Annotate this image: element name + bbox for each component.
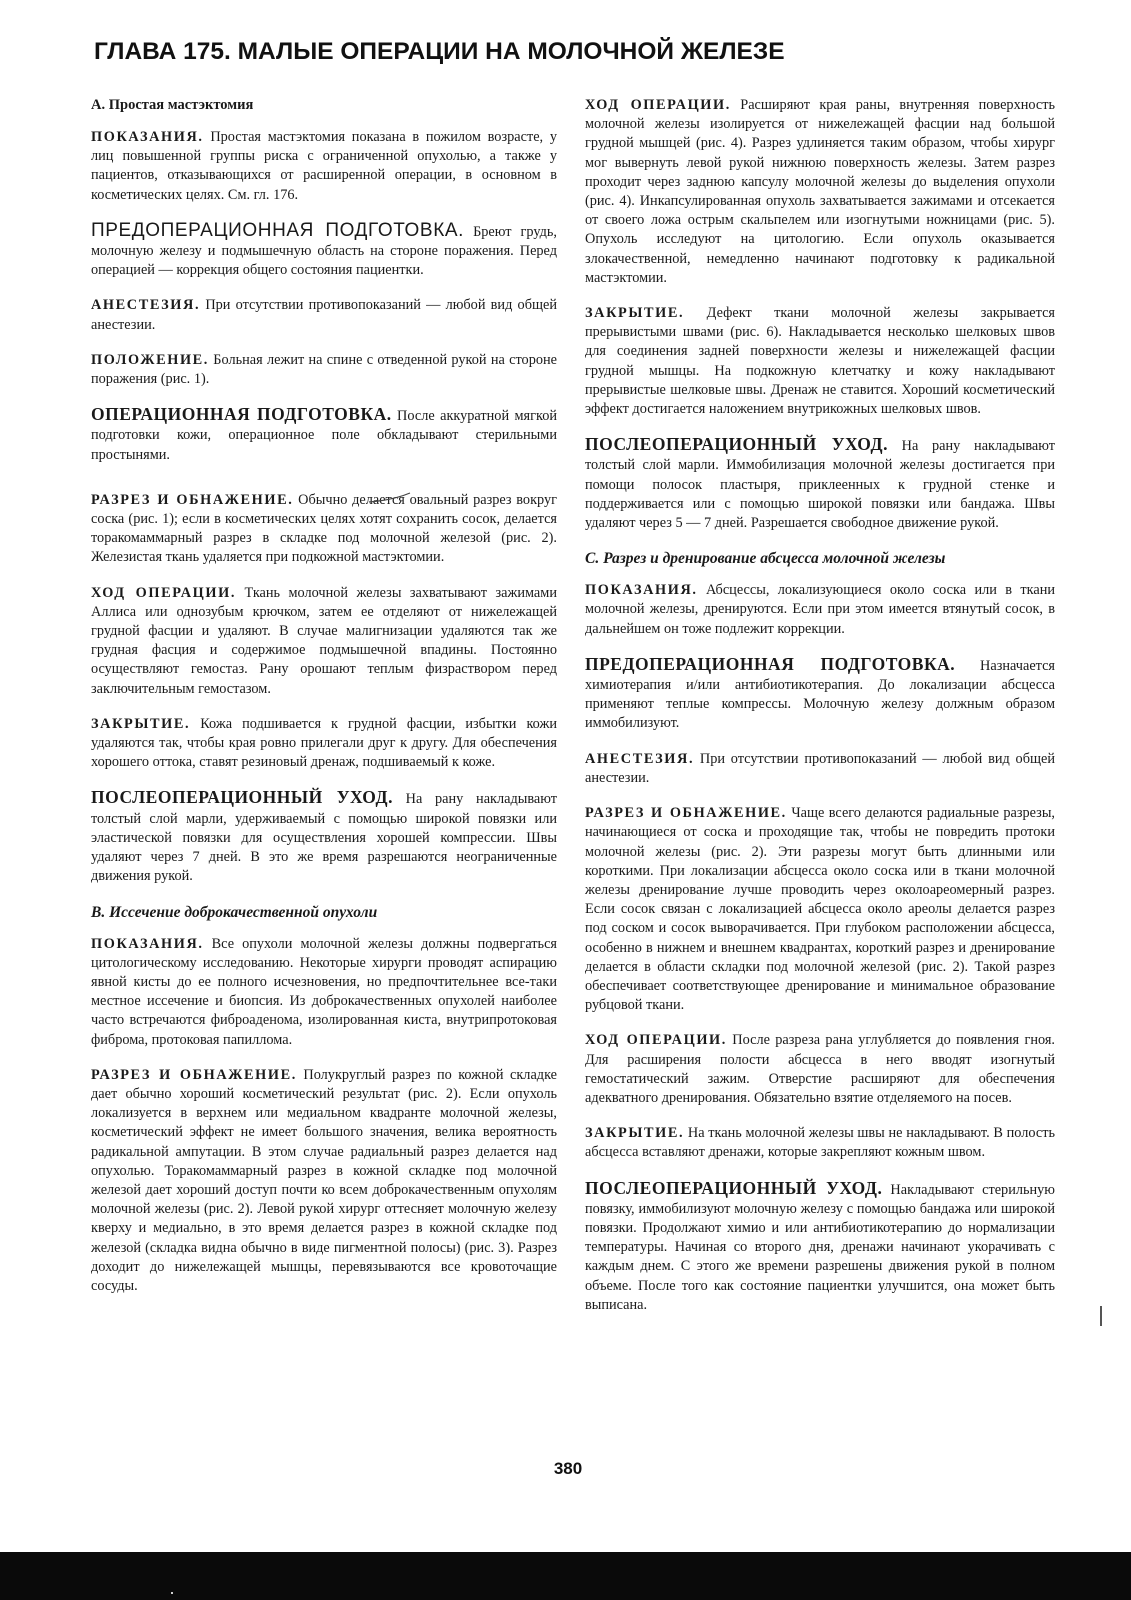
paragraph-heading: ПРЕДОПЕРАЦИОННАЯ ПОДГОТОВКА. [585,653,956,674]
paragraph-text: При отсутствии противопоказаний — любой вид общей анестезии. [91,297,557,333]
paragraph-heading: ПОСЛЕОПЕРАЦИОННЫЙ УХОД. [91,787,393,808]
paragraph-postop-care [585,435,1055,533]
paragraph-incision [91,491,557,568]
scan-speck [171,1592,173,1594]
paragraph-heading: ПОСЛЕОПЕРАЦИОННЫЙ УХОД. [585,434,888,455]
paragraph-incision [91,1066,557,1296]
paragraph-anesthesia [585,750,1055,788]
paragraph-text: Расширяют края раны, внутренняя поверхность молочной железы изолируется от нижележащей фасции над большой грудной мышцей (рис. 4). Разрез удлиняется таким образом, чтобы хирург мог вывернуть левой рукой нижнюю поверхность железы. Затем разрез проходит через заднюю капсулу молочной железы до выделения опухоли (рис. 4). Инкапсулированная опухоль захватывается зажимами и отсекается от своего ложа острым скальпелем или изогнутыми ножницами (рис. 5). Опухоль исследуют на цитологию. Если опухоль оказывается злокачественной, немедленно начинают подготовку к радикальной мастэктомии. [585,97,1055,286]
paragraph-closure [585,1124,1055,1162]
paragraph-heading: ЗАКРЫТИЕ. [91,715,191,732]
page-number: 380 [553,1459,583,1478]
paragraph-text: При отсутствии противопоказаний — любой вид общей анестезии. [585,750,1055,786]
paragraph-heading: ХОД ОПЕРАЦИИ. [585,1032,727,1049]
paragraph-text: На рану накладывают толстый слой марли. Иммобилизация молочной железы достигается при помощи полосок пластыря, приклеенных к грудной стенке и поддерживается или с помощью широкой повязки или бандажа. Швы удаляют через 5 — 7 дней. Разрешается свободное движение рукой. [585,438,1055,532]
paragraph-heading: РАЗРЕЗ И ОБНАЖЕНИЕ. [585,805,787,822]
paragraph-procedure [585,1031,1055,1108]
paragraph-heading: ПОКАЗАНИЯ. [91,129,204,145]
paragraph-heading: РАЗРЕЗ И ОБНАЖЕНИЕ. [91,1066,297,1083]
paragraph-text: Бреют грудь, молочную железу и подмышечную область на стороне поражения. Перед операцией — коррекция общего состояния пациентки. [91,223,557,279]
paragraph-heading: ПРЕДОПЕРАЦИОННАЯ ПОДГОТОВКА. [91,219,465,241]
paragraph-heading: ОПЕРАЦИОННАЯ ПОДГОТОВКА. [91,404,392,425]
scan-mark [1100,1306,1102,1326]
paragraph-text: После аккуратной мягкой подготовки кожи, операционное поле обкладывают стерильными простынями. [91,408,558,463]
paragraph-heading: ПОКАЗАНИЯ. [585,582,698,599]
scan-bottom-border [0,1552,1131,1600]
paragraph-procedure [91,584,557,699]
paragraph-anesthesia [91,296,557,334]
paragraph-text: Ткань молочной железы захватывают зажимами Аллиса или однозубым крючком, затем ее отделяют от нижележащей грудной фасции и удаляют. В случае малигнизации удаляются так же грудная фасция и содержимое подмышечной впадины. Постоянно осуществляют гемостаз. Рану орошают теплым физраствором перед заключительным гемостазом. [91,584,557,697]
paragraph-closure [585,304,1055,419]
paragraph-position [91,351,557,389]
paragraph-text: Назначается химиотерапия и/или антибиотикотерапия. До локализации абсцесса применяют теплые компрессы. Молочную железу должным образом иммобилизуют. [585,657,1056,732]
paragraph-closure [91,715,557,773]
paragraph-heading: ХОД ОПЕРАЦИИ. [585,97,731,113]
paragraph-postop-care [91,788,557,886]
paragraph-text: Больная лежит на спине с отведенной рукой на стороне поражения (рис. 1). [91,351,557,388]
paragraph-incision [585,804,1055,1015]
paragraph-text: Дефект ткани молочной железы закрывается прерывистыми швами (рис. 6). Накладывается несколько шелковых швов для соединения задней поверхности железы и нижележащей фасции грудной мышцы. На подкожную клетчатку и кожу накладывают прерывистые шелковые швы. Дренаж не ставится. Хороший косметический эффект достигается наложением внутрикожных шелковых швов. [585,305,1055,418]
paragraph-text: Накладывают стерильную повязку, иммобилизуют молочную железу с помощью бандажа или широкой повязки. Продолжают химио и или антибиотикотерапию до нормализации температуры. Начиная со второго дня, дренажи начинают укорачивать с каждым днем. С этого же времени разрешены движения рукой в полном объеме. После того как состояние пациентки улучшится, она может быть выписана. [585,1181,1055,1313]
paragraph-operative-prep [91,405,557,465]
paragraph-text: Все опухоли молочной железы должны подвергаться цитологическому исследованию. Некоторые хирурги проводят аспирацию явной кисты до ее полного исчезновения, но предпочтительнее все-таки местное иссечение и биопсия. Из доброкачественных опухолей наиболее часто встречаются фиброаденома, изолированная киста, внутрипротоковая фиброма, протоковая папиллома. [91,935,557,1048]
paragraph-indications [91,128,557,205]
paragraph-heading: ПОЛОЖЕНИЕ. [91,351,209,368]
scan-stroke [368,492,412,504]
paragraph-preop-prep [585,655,1055,734]
paragraph-text: Абсцессы, локализующиеся около соска или в ткани молочной железы, дренируются. Если при этом имеется втянутый сосок, в дальнейшем он тоже подлежит коррекции. [585,582,1055,637]
left-column [91,96,557,1312]
paragraph-text: На рану накладывают толстый слой марли, удерживаемый с помощью широкой повязки или эластической повязки для осуществления хорошей компрессии. Швы удаляют через 7 дней. В это же время разрешаются неограниченные движения рукой. [91,791,557,885]
paragraph-heading: ЗАКРЫТИЕ. [585,305,685,322]
paragraph-procedure [585,96,1055,288]
paragraph-postop-care [585,1179,1055,1315]
paragraph-heading: ЗАКРЫТИЕ. [585,1125,685,1142]
paragraph-text: На ткань молочной железы швы не накладывают. В полость абсцесса вставляют дренажи, которые закрепляют кожным швом. [585,1125,1055,1161]
section-b-title: В. Иссечение доброкачественной опухоли [91,903,378,921]
paragraph-indications [91,935,557,1050]
paragraph-heading: АНЕСТЕЗИЯ. [585,750,695,767]
section-c-title: С. Разрез и дренирование абсцесса молочной железы [585,550,946,568]
section-a-title: А. Простая мастэктомия [91,97,254,113]
paragraph-heading: ХОД ОПЕРАЦИИ. [91,584,237,601]
right-column [585,96,1055,1331]
paragraph-indications [585,581,1055,639]
paragraph-text: После разреза рана углубляется до появления гноя. Для расширения полости абсцесса в него вводят изогнутый гемостатический зажим. Отверстие расширяют для обеспечения адекватного дренирования. Обязательно взятие отделяемого на посев. [585,1032,1055,1106]
paragraph-text: Кожа подшивается к грудной фасции, избытки кожи удаляются так, чтобы края ровно прилегали друг к другу. Для обеспечения хорошего оттока, ставят резиновый дренаж, подшиваемый к коже. [91,715,557,771]
paragraph-text: Простая мастэктомия показана в пожилом возрасте, у лиц повышенной группы риска с ограниченной опухолью, а также у пациентов, отказывающихся от расширенной операции, в основном в косметических целях. См. гл. 176. [91,129,557,203]
paragraph-text: Обычно делается овальный разрез вокруг соска (рис. 1); если в косметических целях хотят сохранить сосок, делается торакомаммарный разрез в складке под молочной железой (рис. 2). Железистая ткань удаляется при подкожной мастэктомии. [91,491,557,566]
paragraph-preop-prep [91,221,557,281]
paragraph-text: Чаще всего делаются радиальные разрезы, начинающиеся от соска и проходящие так, чтобы не повредить протоки молочной железы (рис. 2). Эти разрезы могут быть длинными или короткими. При локализации абсцесса около соска или в ткани молочной железы дренирование лучше проводить через околоареомерный разрез. Если сосок связан с локализацией абсцесса около ареолы делается разрез под соском и сосок выворачивается. При глубоком расположении абсцесса, особенно в нижнем и внешнем квадрантах, короткий разрез и дренирование делается в области складки под молочной железой (рис. 2). Такой разрез обеспечивает соответствующее дренирование и минимальное образование рубцовой ткани. [585,805,1056,1014]
paragraph-heading: РАЗРЕЗ И ОБНАЖЕНИЕ. [91,491,294,508]
paragraph-heading: ПОКАЗАНИЯ. [91,935,204,952]
page-title: ГЛАВА 175. МАЛЫЕ ОПЕРАЦИИ НА МОЛОЧНОЙ ЖЕЛЕЗЕ [94,38,785,65]
paragraph-heading: АНЕСТЕЗИЯ. [91,297,201,314]
paragraph-heading: ПОСЛЕОПЕРАЦИОННЫЙ УХОД. [585,1177,883,1198]
paragraph-text: Полукруглый разрез по кожной складке дает обычно хороший косметический результат (рис. 2). Если опухоль локализуется в верхнем или медиальном квадранте молочной железы, косметический эффект не имеет большого значения, велика вероятность радикальной ампутации. В этом случае радиальный разрез делается над опухолью. Торакомаммарный разрез в кожной складке под молочной железой дает хороший доступ почти ко всем доброкачественным опухолям молочной железы (рис. 2). Левой рукой хирург оттесняет молочную железу кверху и медиально, в это время делается разрез в кожной складке под железой (складка видна обычно в виде пигментной полосы) (рис. 3). Разрез доходит до нижележащей мышцы, перевязываются все кровоточащие сосуды. [91,1066,557,1294]
